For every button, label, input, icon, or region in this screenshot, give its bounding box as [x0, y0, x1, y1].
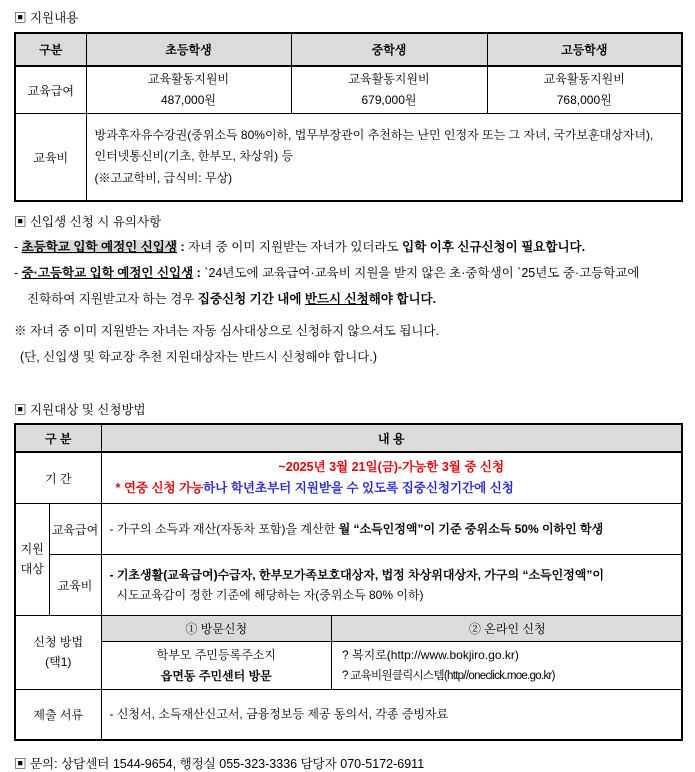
- method-label-line1: 신청 방법: [33, 635, 84, 650]
- target-cost-bold: - 기초생활(교육급여)수급자, 한부모가족보호대상자, 법정 차상위대상자, 가구의 “소득인정액”이: [109, 567, 604, 582]
- benefit-name: 교육활동지원비: [348, 72, 430, 86]
- notice-text-bold: 입학 이후 신규신청이 필요합니다.: [402, 240, 586, 254]
- period-label: 기 간: [15, 452, 101, 504]
- online-bokjiro-url: ? 복지로(http://www.bokjiro.go.kr): [342, 647, 519, 662]
- visit-line2: 읍면동 주민센터 방문: [160, 668, 272, 683]
- t1-header-high: 고등학생: [487, 33, 682, 66]
- notice-item-middle-high-line2: [14, 291, 681, 308]
- notice-item-elementary: [14, 239, 681, 256]
- period-note-blue: 하나 학년초부터 지원받을 수 있도록 집중신청기간에 신청: [203, 481, 514, 495]
- elementary-freshman-highlight: 초등학교 입학 예정인 신입생: [21, 240, 177, 254]
- t1-header-category: 구분: [15, 33, 86, 66]
- benefit-name: 교육활동지원비: [147, 72, 230, 86]
- period-note-red: * 연중 신청 가능: [115, 481, 204, 495]
- method-label: [15, 616, 101, 690]
- notice-text-bold-underline: 반드시 신청: [304, 292, 369, 306]
- t2-header-detail: 내 용: [101, 424, 682, 452]
- online-oneclick-url: ? 교육비원클릭시스템(http//oneclick.moe.go.kr): [342, 669, 555, 682]
- target-label-line1: 지원: [20, 542, 44, 557]
- online-content: [332, 642, 683, 690]
- method-inner-table: [102, 616, 683, 689]
- target-group-label: [15, 504, 49, 616]
- section-title-freshman-notice: ▣ 신입생 신청 시 유의사항: [14, 215, 162, 229]
- notice-text: `24년도에 교육급여·교육비 지원을 받지 않은 초·중학생이 `25년도 중·고등학교에: [204, 266, 640, 280]
- method-inner-header-row: [102, 616, 683, 642]
- middle-high-freshman-underline: 중·고등학교 입학 예정인 신입생: [21, 266, 194, 280]
- method-inner-content-row: [102, 642, 683, 690]
- notice-text: 진학하여 지원받고자 하는 경우: [27, 292, 198, 306]
- cost-line1: 방과후자유수강권(중위소득 80%이하, 법무부장관이 추천하는 난민 인정자 또는 그 자녀, 국가보훈대상자녀),: [94, 127, 654, 142]
- online-header: ② 온라인 신청: [332, 616, 683, 642]
- must-apply-note: (단, 신입생 및 학교장 추천 지원대상자는 반드시 신청해야 합니다.): [20, 350, 378, 364]
- benefit-name: 교육활동지원비: [543, 72, 625, 86]
- method-content: [101, 616, 682, 690]
- period-date-red: ~2025년 3월 21일(금)-가능한 3월 중 신청: [278, 460, 505, 474]
- period-content: [101, 452, 682, 504]
- contact-footer: ▣ 문의: 상담센터 1544-9654, 행정실 055-323-3336 담당자 070-5172-6911: [14, 757, 425, 771]
- visit-content: [102, 642, 332, 690]
- target-cost-normal: 시도교육감이 정한 기준에 해당하는 자(중위소득 80% 이하): [116, 588, 424, 602]
- table2-header-row: [15, 424, 682, 452]
- benefit-row-label: 교육급여: [15, 66, 86, 114]
- method-label-line2: (택1): [45, 654, 72, 669]
- cost-row-content: [86, 114, 682, 202]
- t1-header-middle: 중학생: [291, 33, 487, 66]
- dash: -: [14, 240, 22, 254]
- table1-cost-row: [15, 114, 682, 202]
- cost-line2: 인터넷통신비(기초, 한부모, 차상위) 등: [94, 149, 294, 164]
- target-benefit-label: 교육급여: [49, 504, 101, 555]
- benefit-amount: 679,000원: [361, 93, 417, 107]
- target-benefit-content: [101, 504, 682, 555]
- section-title-support-content: ▣ 지원내용: [14, 11, 79, 25]
- section-title-target-method: ▣ 지원대상 및 신청방법: [14, 403, 146, 417]
- cost-line3: (※고교학비, 급식비: 무상): [94, 170, 233, 185]
- benefit-high-cell: [487, 66, 682, 114]
- table1-benefit-row: [15, 66, 682, 114]
- documents-label: 제출 서류: [15, 690, 101, 741]
- t2-header-category: 구 분: [15, 424, 101, 452]
- colon: :: [176, 240, 189, 254]
- table1-header-row: [15, 33, 682, 66]
- target-benefit-normal: - 가구의 소득과 재산(자동차 포함)을 계산한: [109, 521, 339, 536]
- period-row: [15, 452, 682, 504]
- target-label-line2: 대상: [20, 561, 44, 576]
- support-content-table: [14, 32, 683, 202]
- t1-header-elementary: 초등학생: [86, 33, 291, 66]
- documents-content: - 신청서, 소득재산신고서, 금융정보등 제공 동의서, 각종 증빙자료: [101, 690, 682, 741]
- target-benefit-bold: 월 “소득인정액”이 기준 중위소득 50% 이하인 학생: [338, 521, 604, 536]
- documents-row: [15, 690, 682, 741]
- notice-text-bold: 집중신청 기간 내에: [197, 292, 305, 306]
- target-cost-row: [15, 555, 682, 616]
- benefit-elementary-cell: [86, 66, 291, 114]
- notice-item-middle-high: [14, 265, 681, 282]
- cost-row-label: 교육비: [15, 114, 86, 202]
- notice-text: 자녀 중 이미 지원받는 자녀가 있더라도: [188, 240, 403, 254]
- benefit-amount: 487,000원: [161, 93, 216, 107]
- target-benefit-row: [15, 504, 682, 555]
- dash: -: [14, 266, 22, 280]
- visit-line1: 학부모 주민등록주소지: [156, 648, 276, 663]
- visit-header: ① 방문신청: [102, 616, 332, 642]
- benefit-middle-cell: [291, 66, 487, 114]
- target-cost-content: [101, 555, 682, 616]
- auto-review-note: ※ 자녀 중 이미 지원받는 자녀는 자동 심사대상으로 신청하지 않으셔도 됩니다.: [14, 324, 440, 338]
- colon: :: [193, 266, 205, 280]
- benefit-amount: 768,000원: [556, 93, 612, 107]
- notice-text-bold: 해야 합니다.: [368, 292, 437, 306]
- target-cost-label: 교육비: [49, 555, 101, 616]
- application-table: [14, 423, 683, 741]
- method-row: [15, 616, 682, 690]
